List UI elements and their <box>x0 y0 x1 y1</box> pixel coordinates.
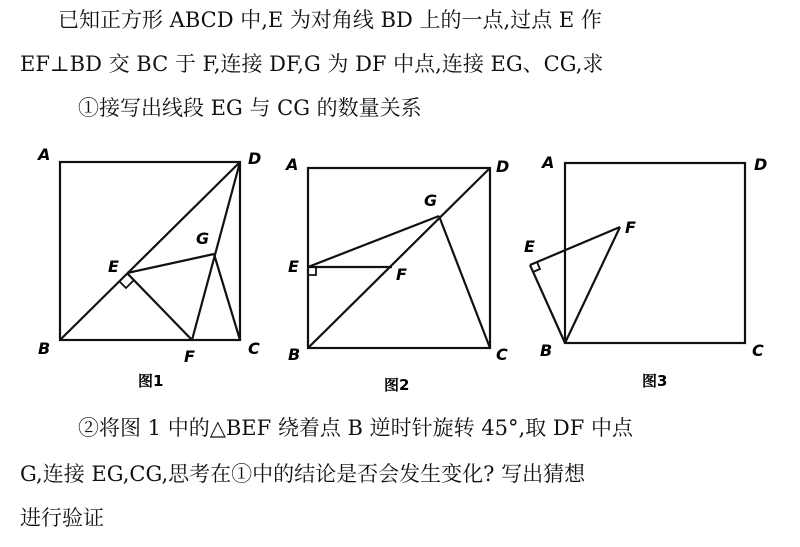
problem-line-6: 进行验证 <box>20 506 104 530</box>
problem-line-5: G,连接 EG,CG,思考在①中的结论是否会发生变化? 写出猜想 <box>20 462 586 486</box>
right-angle-mark-1 <box>119 280 134 288</box>
right-angle-mark-2 <box>308 267 316 275</box>
label-g-1: G <box>196 229 210 248</box>
segment-ef-1 <box>127 273 192 340</box>
label-b-1: B <box>38 339 51 358</box>
figure-3-caption: 图3 <box>642 372 668 390</box>
label-a-3: A <box>542 153 555 172</box>
figure-3 <box>530 163 745 343</box>
label-a-2: A <box>286 155 299 174</box>
square-abcd-3 <box>565 163 745 343</box>
label-f-3: F <box>625 218 636 237</box>
label-c-3: C <box>752 341 764 360</box>
segment-cg-2 <box>439 216 490 348</box>
label-e-3: E <box>524 237 535 256</box>
label-e-1: E <box>108 257 119 276</box>
problem-line-2: EF⊥BD 交 BC 于 F,连接 DF,G 为 DF 中点,连接 EG、CG,求 <box>20 52 604 76</box>
figure-1 <box>60 162 240 340</box>
figure-1-caption: 图1 <box>138 372 164 390</box>
segment-bf-3 <box>565 227 620 343</box>
label-c-1: C <box>248 339 260 358</box>
figure-2-caption: 图2 <box>384 376 410 394</box>
problem-line-4: ②将图 1 中的△BEF 绕着点 B 逆时针旋转 45°,取 DF 中点 <box>78 416 633 440</box>
label-b-3: B <box>540 341 553 360</box>
segment-eg-2 <box>308 216 439 267</box>
label-d-3: D <box>754 155 768 174</box>
diagonal-bd-1 <box>60 162 240 340</box>
problem-line-1: 已知正方形 ABCD 中,E 为对角线 BD 上的一点,过点 E 作 <box>58 8 602 32</box>
diagonal-bd-2 <box>308 168 490 348</box>
segment-be-3 <box>530 265 565 343</box>
label-f-1: F <box>184 347 195 366</box>
label-g-2: G <box>424 191 438 210</box>
segment-ef-3 <box>530 227 620 265</box>
label-c-2: C <box>496 345 508 364</box>
label-d-1: D <box>248 149 262 168</box>
label-b-2: B <box>288 345 301 364</box>
label-a-1: A <box>38 145 51 164</box>
problem-line-3: ①接写出线段 EG 与 CG 的数量关系 <box>78 96 422 120</box>
label-d-2: D <box>496 157 510 176</box>
segment-cg-1 <box>214 254 240 340</box>
figure-2 <box>308 168 490 348</box>
segment-eg-1 <box>127 254 214 273</box>
label-e-2: E <box>288 257 299 276</box>
label-f-2: F <box>396 265 407 284</box>
